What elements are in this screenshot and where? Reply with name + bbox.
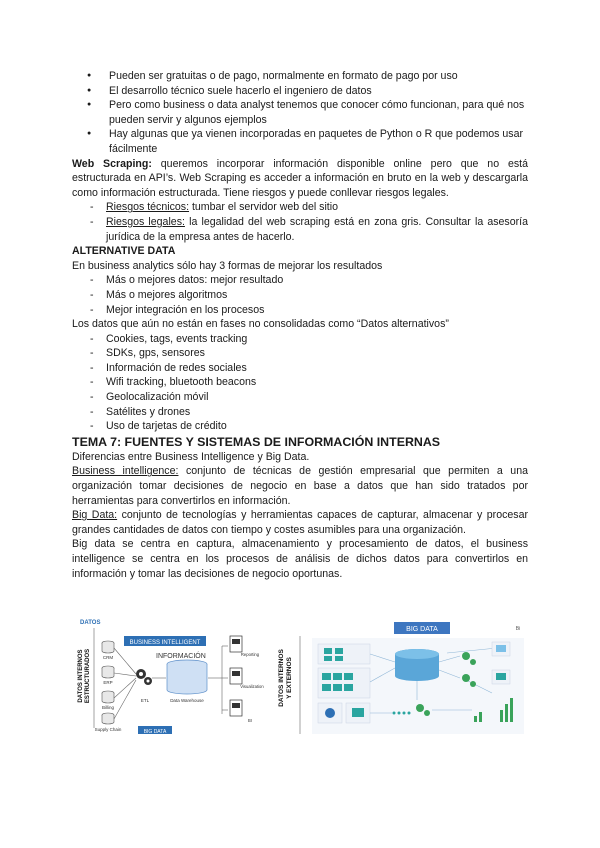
list-item: ● Hay algunas que ya vienen incorporadas en paquetes de Python o R que podemos usar fácilmente — [72, 127, 528, 156]
bi-side-label-2: ESTRUCTURADOS — [85, 648, 91, 704]
risk-term: Riesgos legales: — [106, 215, 185, 228]
db-icon — [102, 641, 114, 660]
bi-side-label-1: DATOS INTERNOS — [78, 649, 84, 703]
tema7-intro: Diferencias entre Business Intelligence y Big Data. — [72, 450, 310, 463]
list-item: - Satélites y drones — [72, 405, 528, 420]
list-item: - SDKs, gps, sensores — [72, 346, 528, 361]
etl-label: ETL — [140, 698, 150, 703]
figures-row — [72, 618, 528, 734]
web-scraping-paragraph — [72, 157, 528, 201]
bd-definition — [72, 508, 528, 537]
list-item: ● El desarrollo técnico suele hacerlo el ingeniero de datos — [72, 84, 528, 99]
bi-top-label: DATOS — [80, 620, 101, 626]
risks-list — [72, 200, 528, 244]
list-item: ● Pueden ser gratuitas o de pago, normalmente en formato de pago por uso — [72, 69, 528, 84]
output-device-icon — [492, 670, 510, 684]
list-item — [72, 215, 528, 244]
tema7-conclusion: Big data se centra en captura, almacenamiento y procesamiento de datos, el business intelligence se centra en los procesos de análisis de dichos datos para convertirlos en información y tomar las decisiones de negocio oportunas. — [72, 538, 528, 580]
bd-side-label-1: DATOS INTERNOS — [278, 649, 285, 707]
list-item: - Geolocalización móvil — [72, 390, 528, 405]
web-scraping-term: Web Scraping: — [72, 157, 152, 170]
storage-cylinder-icon — [395, 649, 439, 681]
list-item: - Cookies, tags, events tracking — [72, 332, 528, 347]
output-label: BI — [248, 718, 252, 723]
list-item: - Wifi tracking, bluetooth beacons — [72, 375, 528, 390]
source-panel — [318, 644, 370, 664]
list-item: - Uso de tarjetas de crédito — [72, 419, 528, 434]
sources-list — [72, 332, 528, 434]
source-label: Billing — [101, 705, 115, 710]
output-device-icon — [492, 642, 510, 656]
bd-text: conjunto de tecnologías y herramientas capaces de capturar, almacenar y procesar grandes cantidades de datos con tiempo y costes asumibles para una organización. — [72, 509, 528, 536]
bi-banner-text: BUSINESS INTELLIGENT — [129, 640, 201, 646]
list-item: - Información de redes sociales — [72, 361, 528, 376]
source-label: Supply Chain — [94, 727, 122, 732]
alternative-data-heading: ALTERNATIVE DATA — [72, 245, 176, 258]
twitter-icon — [318, 703, 342, 723]
output-label: Reporting — [240, 652, 260, 657]
db-icon — [102, 666, 114, 685]
db-icon — [102, 691, 115, 710]
list-item: - Más o mejores algoritmos — [72, 288, 528, 303]
big-data-diagram — [272, 618, 528, 734]
bottom-banner-text: BIG DATA — [143, 729, 167, 734]
info-label: INFORMACIÓN — [156, 653, 206, 660]
alternative-intro-2: Los datos que aún no están en fases no consolidadas como “Datos alternativos” — [72, 318, 449, 331]
alternative-intro: En business analytics sólo hay 3 formas de mejorar los resultados — [72, 259, 383, 272]
list-item: - Más o mejores datos: mejor resultado — [72, 273, 528, 288]
document-page — [72, 69, 528, 581]
risk-text: la legalidad del web scraping está en zona gris. Consultar la asesoría jurídica de la empresa antes de hacerlo. — [106, 215, 528, 243]
bi-term: Business intelligence: — [72, 465, 179, 478]
source-label: CRM — [102, 655, 114, 660]
output-label: Visualization — [240, 684, 264, 689]
bi-diagram — [72, 618, 272, 734]
web-scraping-text: queremos incorporar información disponible online pero que no está estructurada en API’s. Web Scraping es acceder a información en bruto en la web y descargarla como información estructurada. Tiene riesgos y puede conllevar riesgos legales. — [72, 157, 528, 199]
list-item: ● Pero como business o data analyst tenemos que conocer cómo funcionan, para qué nos pueden servir y algunos ejemplos — [72, 98, 528, 127]
ways-list — [72, 273, 528, 317]
corner-label: Bi — [515, 626, 521, 632]
bi-text: conjunto de técnicas de gestión empresarial que permiten a una organización tomar decisiones de negocio en base a datos que han sido tratados por herramientas para convertirlos en información. — [72, 465, 528, 507]
tema7-heading: TEMA 7: FUENTES Y SISTEMAS DE INFORMACIÓN INTERNAS — [72, 434, 441, 449]
bd-side-label-2: Y EXTERNOS — [286, 657, 293, 699]
risk-text: tumbar el servidor web del sitio — [189, 201, 338, 214]
intro-bullet-list — [72, 69, 528, 157]
bi-definition — [72, 464, 528, 508]
risk-term: Riesgos técnicos: — [106, 201, 190, 214]
bd-banner-text: BIG DATA — [406, 626, 438, 633]
source-label: ERP — [103, 680, 113, 685]
list-item — [72, 200, 528, 215]
warehouse-label: Data Warehouse — [170, 698, 204, 703]
source-panel — [318, 668, 370, 698]
list-item: - Mejor integración en los procesos — [72, 303, 528, 318]
bd-term: Big Data: — [72, 509, 118, 522]
video-icon — [346, 703, 370, 723]
